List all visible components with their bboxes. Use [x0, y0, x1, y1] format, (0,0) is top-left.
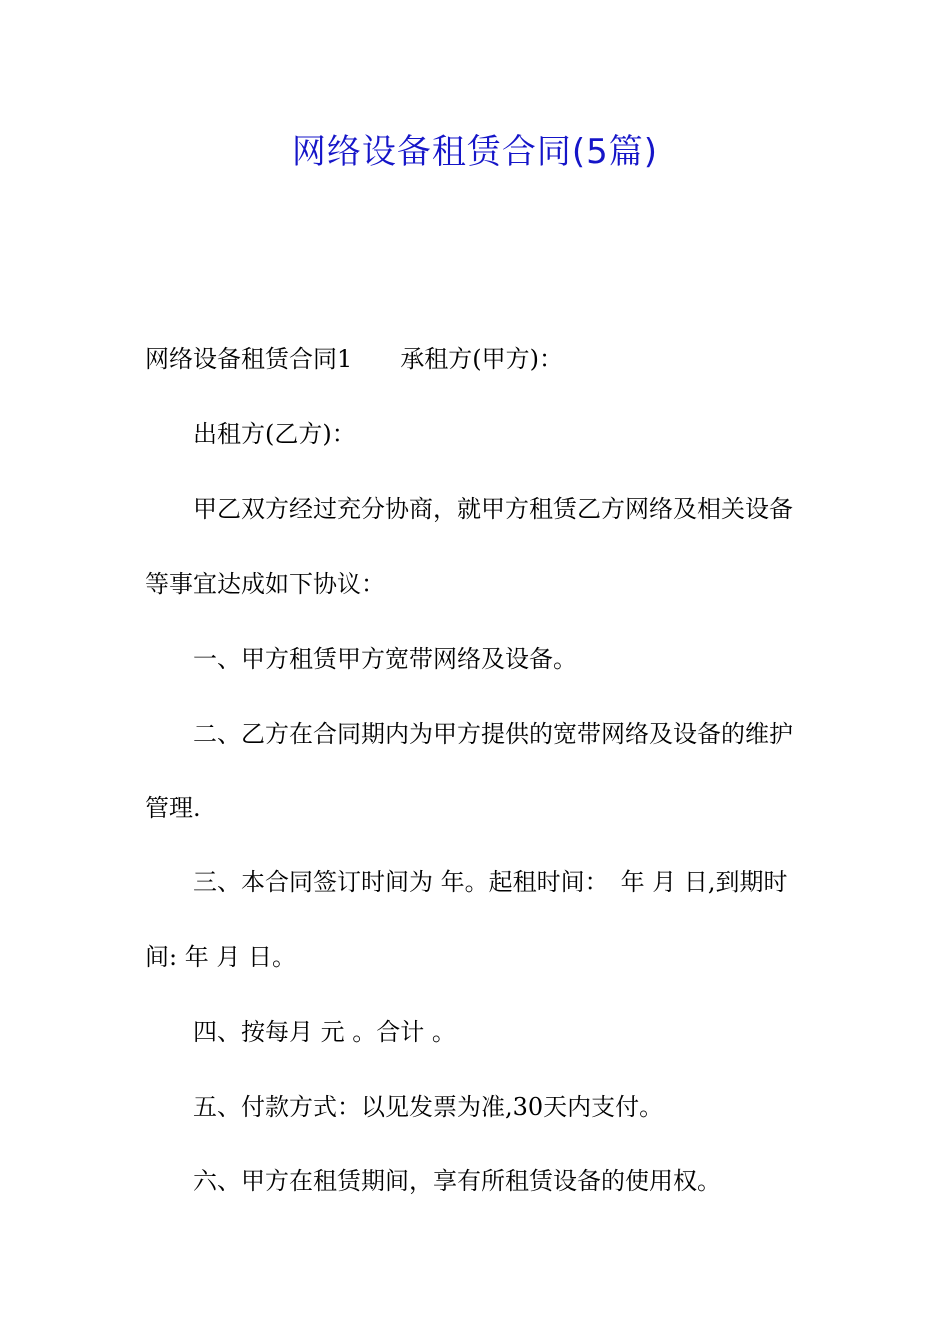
paragraph-line-3: 甲乙双方经过充分协商，就甲方租赁乙方网络及相关设备: [193, 495, 793, 523]
paragraph-line-4: 等事宜达成如下协议：: [145, 570, 385, 598]
paragraph-line-5: 一、甲方租赁甲方宽带网络及设备。: [193, 645, 577, 673]
paragraph-line-10: 四、按每月 元 。合计 。: [193, 1018, 456, 1046]
paragraph-line-8: 三、本合同签订时间为 年。起租时间： 年 月 日,到期时: [193, 868, 788, 896]
paragraph-line-9: 间: 年 月 日。: [145, 943, 296, 971]
paragraph-line-12: 六、甲方在租赁期间，享有所租赁设备的使用权。: [193, 1167, 721, 1195]
paragraph-line-6: 二、乙方在合同期内为甲方提供的宽带网络及设备的维护: [193, 720, 793, 748]
paragraph-line-7: 管理.: [145, 794, 201, 822]
paragraph-line-1: 网络设备租赁合同1 承租方(甲方)：: [145, 345, 563, 373]
document-title: 网络设备租赁合同(5篇): [291, 132, 659, 172]
paragraph-line-11: 五、付款方式：以见发票为准,30天内支付。: [193, 1093, 664, 1121]
paragraph-line-2: 出租方(乙方)：: [193, 420, 356, 448]
